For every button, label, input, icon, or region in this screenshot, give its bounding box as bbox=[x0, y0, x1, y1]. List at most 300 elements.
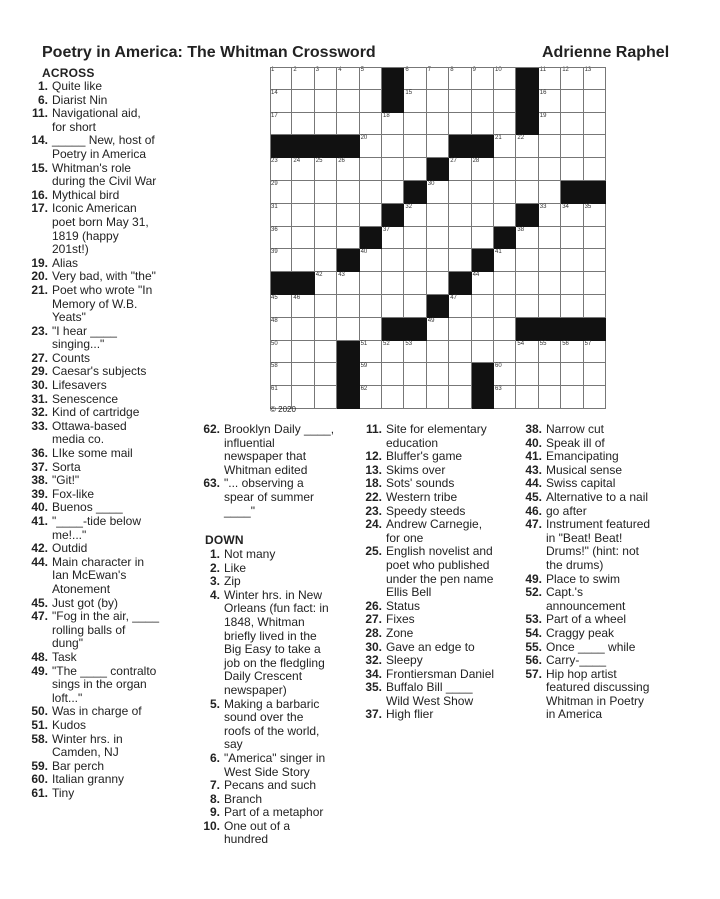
grid-cell[interactable] bbox=[337, 272, 359, 295]
grid-cell[interactable] bbox=[360, 181, 382, 204]
grid-cell[interactable] bbox=[360, 113, 382, 136]
clue-number: 21. bbox=[31, 282, 48, 297]
grid-cell[interactable] bbox=[292, 295, 314, 318]
grid-cell[interactable] bbox=[449, 113, 471, 136]
cell-number: 12 bbox=[562, 67, 569, 73]
grid-cell[interactable] bbox=[427, 341, 449, 364]
grid-cell[interactable] bbox=[270, 158, 292, 181]
grid-block bbox=[494, 227, 516, 250]
grid-cell[interactable] bbox=[337, 113, 359, 136]
grid-cell[interactable] bbox=[337, 158, 359, 181]
grid-cell[interactable] bbox=[360, 158, 382, 181]
grid-cell[interactable] bbox=[270, 363, 292, 386]
grid-cell[interactable] bbox=[539, 249, 561, 272]
grid-cell[interactable] bbox=[472, 272, 494, 295]
across-clue bbox=[28, 610, 210, 651]
grid-block bbox=[270, 135, 292, 158]
grid-cell[interactable] bbox=[494, 272, 516, 295]
grid-cell[interactable] bbox=[427, 67, 449, 90]
grid-cell[interactable] bbox=[539, 363, 561, 386]
grid-cell[interactable] bbox=[404, 67, 426, 90]
grid-cell[interactable] bbox=[494, 363, 516, 386]
grid-cell[interactable] bbox=[472, 204, 494, 227]
grid-cell[interactable] bbox=[561, 135, 583, 158]
grid-cell[interactable] bbox=[584, 158, 606, 181]
grid-cell[interactable] bbox=[404, 204, 426, 227]
cell-number: 51 bbox=[360, 340, 368, 347]
grid-cell[interactable] bbox=[292, 249, 314, 272]
grid-cell[interactable] bbox=[292, 227, 314, 250]
across-clue bbox=[28, 651, 210, 665]
grid-cell[interactable] bbox=[561, 295, 583, 318]
clue-text: Status bbox=[386, 598, 421, 613]
grid-cell[interactable] bbox=[494, 90, 516, 113]
clue-number: 3. bbox=[209, 574, 220, 589]
grid-cell[interactable] bbox=[292, 90, 314, 113]
grid-cell[interactable] bbox=[315, 204, 337, 227]
grid-cell[interactable] bbox=[404, 249, 426, 272]
clue-number: 41. bbox=[31, 514, 48, 528]
grid-cell[interactable] bbox=[427, 181, 449, 204]
grid-cell[interactable] bbox=[494, 341, 516, 364]
cell-number: 63 bbox=[495, 386, 502, 393]
clue-number: 7. bbox=[209, 778, 220, 793]
clue-text: Ottawa-based media co. bbox=[52, 418, 127, 447]
grid-cell[interactable] bbox=[292, 363, 314, 386]
grid-cell[interactable] bbox=[516, 341, 538, 364]
clue-number: 27. bbox=[31, 350, 48, 365]
clue-number: 30. bbox=[365, 639, 382, 654]
grid-cell[interactable] bbox=[382, 295, 404, 318]
grid-cell[interactable] bbox=[472, 318, 494, 341]
grid-cell[interactable] bbox=[404, 227, 426, 250]
clue-number: 15. bbox=[31, 160, 48, 175]
grid-cell[interactable] bbox=[315, 249, 337, 272]
clue-number: 29. bbox=[31, 364, 48, 379]
grid-cell[interactable] bbox=[584, 67, 606, 90]
grid-cell[interactable] bbox=[472, 295, 494, 318]
grid-cell[interactable] bbox=[449, 318, 471, 341]
grid-cell[interactable] bbox=[382, 363, 404, 386]
grid-cell[interactable] bbox=[427, 90, 449, 113]
grid-cell[interactable] bbox=[472, 90, 494, 113]
cell-number: 22 bbox=[517, 135, 525, 142]
grid-block bbox=[472, 135, 494, 158]
grid-cell[interactable] bbox=[561, 67, 583, 90]
cell-number: 44 bbox=[472, 272, 480, 279]
grid-cell[interactable] bbox=[472, 181, 494, 204]
grid-cell[interactable] bbox=[360, 272, 382, 295]
grid-cell[interactable] bbox=[539, 67, 561, 90]
down-clue-list-2 bbox=[362, 423, 524, 722]
grid-cell[interactable] bbox=[449, 158, 471, 181]
grid-cell[interactable] bbox=[494, 113, 516, 136]
grid-cell[interactable] bbox=[584, 204, 606, 227]
clue-number: 23. bbox=[31, 323, 48, 338]
grid-cell[interactable] bbox=[494, 204, 516, 227]
grid-cell[interactable] bbox=[404, 90, 426, 113]
grid-cell[interactable] bbox=[539, 295, 561, 318]
clue-number: 39. bbox=[31, 486, 48, 501]
grid-cell[interactable] bbox=[315, 227, 337, 250]
clue-number: 32. bbox=[31, 405, 48, 420]
grid-cell[interactable] bbox=[292, 67, 314, 90]
grid-block bbox=[472, 386, 494, 409]
grid-cell[interactable] bbox=[360, 363, 382, 386]
grid-block bbox=[449, 272, 471, 295]
grid-cell[interactable] bbox=[382, 386, 404, 409]
clue-text: Hip hop artist featured discussing Whitman in Poetry in America bbox=[546, 666, 650, 722]
grid-cell[interactable] bbox=[494, 386, 516, 409]
down-clue bbox=[362, 423, 524, 450]
grid-cell[interactable] bbox=[449, 181, 471, 204]
grid-cell[interactable] bbox=[270, 341, 292, 364]
clue-text: Winter hrs. in Camden, NJ bbox=[52, 731, 123, 760]
grid-cell[interactable] bbox=[516, 272, 538, 295]
grid-cell[interactable] bbox=[561, 227, 583, 250]
across-clue bbox=[28, 760, 210, 774]
grid-cell[interactable] bbox=[539, 227, 561, 250]
grid-cell[interactable] bbox=[516, 227, 538, 250]
grid-cell[interactable] bbox=[337, 318, 359, 341]
grid-cell[interactable] bbox=[449, 386, 471, 409]
grid-cell[interactable] bbox=[360, 67, 382, 90]
clue-text: Zip bbox=[224, 574, 241, 589]
down-clue bbox=[522, 573, 697, 587]
cell-number: 46 bbox=[293, 295, 301, 301]
grid-cell[interactable] bbox=[404, 386, 426, 409]
grid-cell[interactable] bbox=[337, 181, 359, 204]
grid-cell[interactable] bbox=[404, 295, 426, 318]
clue-text: Sleepy bbox=[386, 653, 423, 668]
grid-cell[interactable] bbox=[561, 158, 583, 181]
grid-cell[interactable] bbox=[270, 181, 292, 204]
clue-number: 24. bbox=[365, 517, 382, 532]
grid-cell[interactable] bbox=[539, 158, 561, 181]
grid-cell[interactable] bbox=[315, 113, 337, 136]
across-heading: ACROSS bbox=[42, 66, 95, 80]
grid-cell[interactable] bbox=[292, 318, 314, 341]
clue-text: Alias bbox=[52, 255, 79, 270]
clue-text: Sorta bbox=[52, 459, 81, 474]
cell-number: 34 bbox=[562, 203, 569, 210]
grid-cell[interactable] bbox=[449, 363, 471, 386]
clue-text: "____-tide below me!..." bbox=[52, 514, 141, 542]
cell-number: 58 bbox=[271, 363, 278, 370]
grid-cell[interactable] bbox=[584, 249, 606, 272]
across-clue bbox=[28, 787, 210, 801]
grid-cell[interactable] bbox=[584, 227, 606, 250]
grid-cell[interactable] bbox=[494, 181, 516, 204]
cell-number: 20 bbox=[360, 135, 368, 142]
grid-cell[interactable] bbox=[292, 204, 314, 227]
grid-cell[interactable] bbox=[539, 181, 561, 204]
down-clue bbox=[522, 477, 697, 491]
grid-cell[interactable] bbox=[270, 90, 292, 113]
clue-text: Emancipating bbox=[546, 449, 619, 464]
grid-cell[interactable] bbox=[315, 363, 337, 386]
clue-number: 22. bbox=[365, 489, 382, 504]
grid-cell[interactable] bbox=[561, 90, 583, 113]
grid-cell[interactable] bbox=[427, 135, 449, 158]
grid-block bbox=[584, 181, 606, 204]
across-clue bbox=[200, 423, 362, 477]
clue-text: Branch bbox=[224, 791, 263, 806]
grid-cell[interactable] bbox=[427, 386, 449, 409]
grid-cell[interactable] bbox=[449, 249, 471, 272]
cell-number: 35 bbox=[584, 203, 592, 210]
down-clue bbox=[362, 668, 524, 682]
grid-cell[interactable] bbox=[360, 249, 382, 272]
grid-cell[interactable] bbox=[337, 67, 359, 90]
down-clue bbox=[362, 627, 524, 641]
grid-cell[interactable] bbox=[561, 386, 583, 409]
grid-cell[interactable] bbox=[494, 318, 516, 341]
clue-text: Site for elementary education bbox=[386, 422, 487, 450]
grid-block bbox=[516, 90, 538, 113]
grid-cell[interactable] bbox=[337, 295, 359, 318]
grid-cell[interactable] bbox=[315, 90, 337, 113]
grid-cell[interactable] bbox=[427, 227, 449, 250]
grid-block bbox=[427, 158, 449, 181]
grid-cell[interactable] bbox=[516, 158, 538, 181]
grid-cell[interactable] bbox=[472, 158, 494, 181]
grid-cell[interactable] bbox=[516, 295, 538, 318]
grid-cell[interactable] bbox=[472, 67, 494, 90]
grid-cell[interactable] bbox=[516, 386, 538, 409]
grid-cell[interactable] bbox=[270, 204, 292, 227]
grid-cell[interactable] bbox=[449, 295, 471, 318]
across-clue bbox=[28, 202, 210, 256]
grid-block bbox=[561, 318, 583, 341]
grid-cell[interactable] bbox=[516, 135, 538, 158]
grid-cell[interactable] bbox=[427, 272, 449, 295]
clue-number: 6. bbox=[209, 750, 220, 765]
grid-cell[interactable] bbox=[292, 341, 314, 364]
down-clue bbox=[362, 491, 524, 505]
grid-cell[interactable] bbox=[337, 227, 359, 250]
grid-block bbox=[382, 90, 404, 113]
grid-cell[interactable] bbox=[404, 272, 426, 295]
cell-number: 41 bbox=[495, 249, 502, 256]
puzzle-title: Poetry in America: The Whitman Crossword bbox=[42, 44, 376, 61]
grid-cell[interactable] bbox=[561, 341, 583, 364]
clue-number: 42. bbox=[31, 541, 48, 556]
grid-cell[interactable] bbox=[404, 135, 426, 158]
grid-cell[interactable] bbox=[382, 181, 404, 204]
grid-cell[interactable] bbox=[292, 158, 314, 181]
clue-number: 52. bbox=[525, 585, 542, 600]
grid-cell[interactable] bbox=[561, 249, 583, 272]
grid-cell[interactable] bbox=[360, 295, 382, 318]
grid-cell[interactable] bbox=[360, 386, 382, 409]
grid-cell[interactable] bbox=[382, 158, 404, 181]
grid-cell[interactable] bbox=[382, 249, 404, 272]
clue-number: 9. bbox=[209, 805, 220, 820]
grid-cell[interactable] bbox=[584, 341, 606, 364]
clue-number: 60. bbox=[31, 772, 48, 787]
grid-cell[interactable] bbox=[584, 135, 606, 158]
grid-cell[interactable] bbox=[315, 318, 337, 341]
grid-cell[interactable] bbox=[315, 272, 337, 295]
grid-cell[interactable] bbox=[539, 386, 561, 409]
grid-cell[interactable] bbox=[427, 113, 449, 136]
cell-number: 16 bbox=[539, 89, 547, 96]
grid-cell[interactable] bbox=[360, 204, 382, 227]
grid-cell[interactable] bbox=[292, 113, 314, 136]
across-clue bbox=[28, 379, 210, 393]
grid-cell[interactable] bbox=[516, 249, 538, 272]
clue-text: Part of a metaphor bbox=[224, 805, 324, 820]
grid-cell[interactable] bbox=[449, 90, 471, 113]
grid-cell[interactable] bbox=[516, 363, 538, 386]
grid-cell[interactable] bbox=[584, 363, 606, 386]
grid-cell[interactable] bbox=[360, 90, 382, 113]
grid-cell[interactable] bbox=[360, 318, 382, 341]
clue-text: Very bad, with "the" bbox=[52, 269, 156, 284]
clue-number: 44. bbox=[31, 554, 48, 569]
grid-block bbox=[561, 181, 583, 204]
grid-cell[interactable] bbox=[561, 272, 583, 295]
clue-number: 17. bbox=[31, 201, 48, 216]
clue-number: 56. bbox=[525, 653, 542, 668]
grid-cell[interactable] bbox=[315, 295, 337, 318]
clue-text: Main character in Ian McEwan's Atonement bbox=[52, 554, 145, 596]
grid-cell[interactable] bbox=[360, 135, 382, 158]
grid-cell[interactable] bbox=[382, 272, 404, 295]
grid-cell[interactable] bbox=[270, 249, 292, 272]
clue-number: 47. bbox=[525, 517, 542, 532]
grid-cell[interactable] bbox=[270, 113, 292, 136]
clue-number: 26. bbox=[365, 598, 382, 613]
grid-cell[interactable] bbox=[539, 135, 561, 158]
clue-text: Place to swim bbox=[546, 571, 621, 586]
grid-cell[interactable] bbox=[404, 363, 426, 386]
grid-cell[interactable] bbox=[315, 181, 337, 204]
grid-cell[interactable] bbox=[449, 204, 471, 227]
down-clue bbox=[522, 437, 697, 451]
cell-number: 6 bbox=[405, 67, 409, 73]
across-clue bbox=[28, 94, 210, 108]
grid-cell[interactable] bbox=[472, 113, 494, 136]
grid-cell[interactable] bbox=[584, 295, 606, 318]
grid-cell[interactable] bbox=[584, 272, 606, 295]
grid-cell[interactable] bbox=[404, 113, 426, 136]
grid-cell[interactable] bbox=[382, 113, 404, 136]
grid-cell[interactable] bbox=[270, 67, 292, 90]
grid-cell[interactable] bbox=[292, 181, 314, 204]
clue-text: Frontiersman Daniel bbox=[386, 666, 495, 681]
clue-text: Western tribe bbox=[386, 489, 458, 504]
grid-cell[interactable] bbox=[561, 204, 583, 227]
grid-cell[interactable] bbox=[539, 113, 561, 136]
down-clue bbox=[362, 613, 524, 627]
grid-cell[interactable] bbox=[561, 363, 583, 386]
across-clue bbox=[28, 325, 210, 352]
grid-cell[interactable] bbox=[539, 204, 561, 227]
down-clue bbox=[200, 575, 362, 589]
clue-number: 1. bbox=[37, 79, 48, 93]
cell-number: 29 bbox=[271, 181, 278, 187]
grid-cell[interactable] bbox=[449, 67, 471, 90]
across-clue bbox=[28, 162, 210, 189]
grid-cell[interactable] bbox=[382, 341, 404, 364]
grid-cell[interactable] bbox=[584, 113, 606, 136]
clue-text: Fixes bbox=[386, 612, 415, 627]
grid-cell[interactable] bbox=[584, 90, 606, 113]
clue-text: "The ____ contralto sings in the organ loft..." bbox=[52, 663, 157, 705]
clue-text: Speak ill of bbox=[546, 435, 605, 450]
cell-number: 39 bbox=[271, 249, 278, 256]
grid-block bbox=[292, 272, 314, 295]
grid-cell[interactable] bbox=[494, 295, 516, 318]
across-clue bbox=[28, 665, 210, 706]
down-clue bbox=[362, 600, 524, 614]
down-clue bbox=[200, 779, 362, 793]
grid-cell[interactable] bbox=[270, 295, 292, 318]
grid-cell[interactable] bbox=[427, 363, 449, 386]
grid-cell[interactable] bbox=[539, 341, 561, 364]
grid-cell[interactable] bbox=[427, 249, 449, 272]
grid-cell[interactable] bbox=[315, 386, 337, 409]
grid-cell[interactable] bbox=[337, 204, 359, 227]
grid-cell[interactable] bbox=[516, 181, 538, 204]
clue-text: Bluffer's game bbox=[386, 449, 463, 464]
grid-cell[interactable] bbox=[404, 341, 426, 364]
grid-cell[interactable] bbox=[584, 386, 606, 409]
clue-text: Iconic American poet born May 31, 1819 (happy 201st!) bbox=[52, 201, 149, 257]
clue-text: Senescence bbox=[52, 391, 119, 406]
grid-cell[interactable] bbox=[270, 318, 292, 341]
clue-text: Craggy peak bbox=[546, 625, 615, 640]
grid-cell[interactable] bbox=[382, 227, 404, 250]
grid-cell[interactable] bbox=[427, 204, 449, 227]
down-clue bbox=[200, 589, 362, 698]
grid-cell[interactable] bbox=[315, 67, 337, 90]
grid-cell[interactable] bbox=[337, 90, 359, 113]
grid-cell[interactable] bbox=[270, 227, 292, 250]
cell-number: 36 bbox=[271, 226, 278, 233]
clue-number: 46. bbox=[525, 503, 542, 518]
clue-number: 12. bbox=[365, 449, 382, 464]
grid-cell[interactable] bbox=[449, 227, 471, 250]
grid-cell[interactable] bbox=[472, 341, 494, 364]
grid-cell[interactable] bbox=[404, 158, 426, 181]
cell-number: 54 bbox=[517, 340, 525, 347]
grid-cell[interactable] bbox=[539, 90, 561, 113]
clue-text: Caesar's subjects bbox=[52, 364, 147, 379]
grid-cell[interactable] bbox=[315, 341, 337, 364]
grid-cell[interactable] bbox=[315, 158, 337, 181]
grid-cell[interactable] bbox=[494, 249, 516, 272]
grid-cell[interactable] bbox=[360, 341, 382, 364]
grid-cell[interactable] bbox=[494, 67, 516, 90]
grid-cell[interactable] bbox=[561, 113, 583, 136]
grid-cell[interactable] bbox=[494, 158, 516, 181]
grid-cell[interactable] bbox=[539, 272, 561, 295]
grid-cell[interactable] bbox=[472, 227, 494, 250]
clue-number: 4. bbox=[209, 587, 220, 602]
grid-cell[interactable] bbox=[427, 318, 449, 341]
grid-cell[interactable] bbox=[449, 341, 471, 364]
grid-cell[interactable] bbox=[382, 135, 404, 158]
grid-cell[interactable] bbox=[494, 135, 516, 158]
clue-text: One out of a hundred bbox=[224, 818, 291, 847]
cell-number: 27 bbox=[450, 158, 457, 165]
clue-number: 23. bbox=[365, 503, 382, 518]
clue-text: "I hear ____ singing..." bbox=[52, 323, 117, 352]
clue-number: 54. bbox=[525, 625, 542, 640]
